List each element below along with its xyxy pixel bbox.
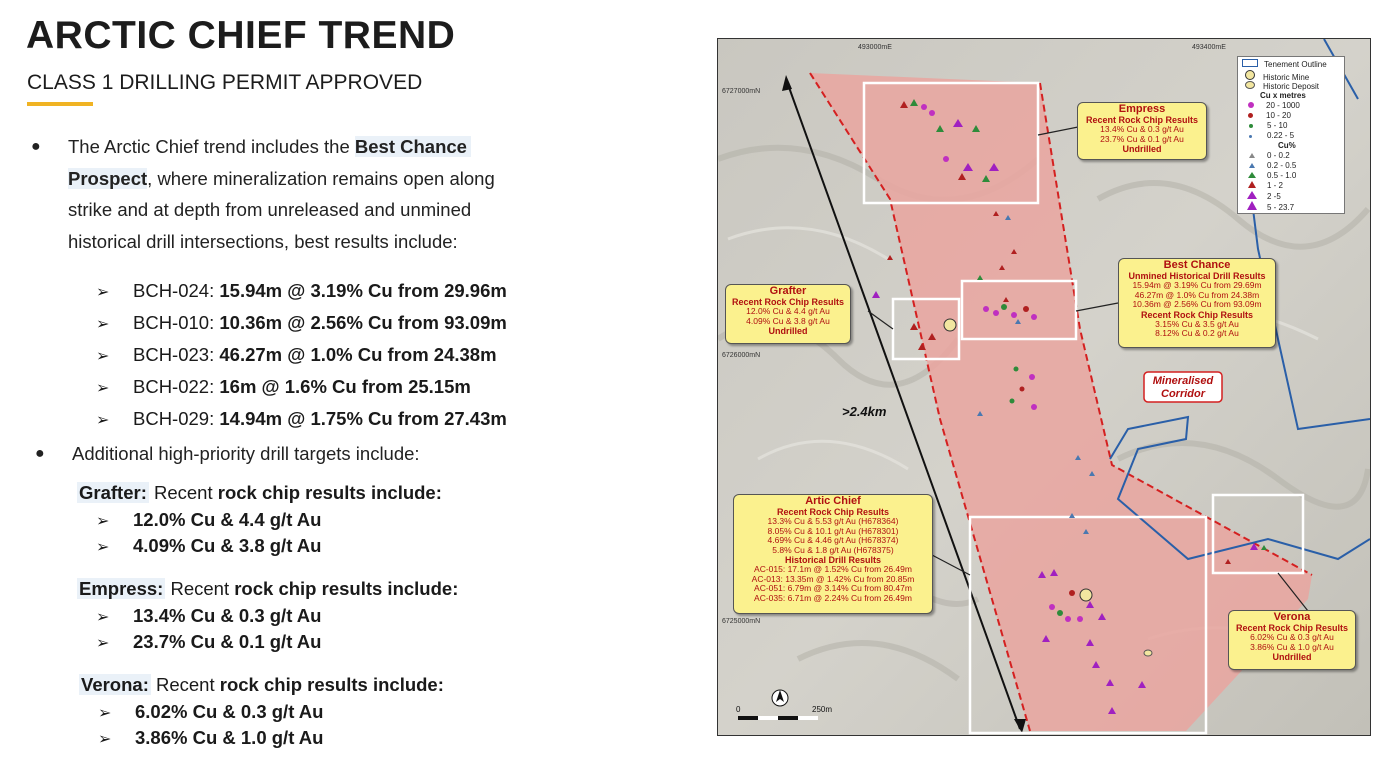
drill-hole: BCH-010: (133, 312, 220, 333)
target-mid: Recent (150, 674, 220, 695)
arrow-bullet-icon: ➢ (98, 731, 112, 748)
intro-line1: , where mineralization remains open along (147, 167, 495, 189)
arrow-bullet-icon: ➢ (96, 380, 110, 397)
drill-result: 14.94m @ 1.75% Cu from 27.43m (219, 408, 507, 429)
coord-e1: 493000mE (858, 44, 892, 51)
scale-zero: 0 (736, 705, 741, 714)
coord-n1: 6727000mN (722, 88, 761, 95)
legend-cum-1: 20 - 1000 (1242, 101, 1300, 110)
legend-label: Historic Deposit (1263, 82, 1320, 91)
circle-icon (1249, 135, 1252, 138)
title-accent-bar (27, 102, 93, 106)
drill-result: 10.36m @ 2.56% Cu from 93.09m (219, 312, 507, 333)
coord-e2: 493400mE (1192, 44, 1226, 51)
scale-end: 250m (812, 705, 833, 714)
additional-text: Additional high-priority drill targets include: (72, 443, 420, 464)
callout-line: AC-051: 6.79m @ 3.14% Cu from 80.47m (754, 583, 912, 593)
legend-deposit (1242, 81, 1319, 91)
empress-callout (1077, 102, 1207, 160)
target-result: 23.7% Cu & 0.1 g/t Au (133, 631, 322, 652)
drill-hole: BCH-029: (133, 408, 220, 429)
intro-text: The Arctic Chief trend includes the (68, 136, 355, 157)
list-item (96, 403, 507, 435)
prospect-highlight: Prospect (68, 167, 148, 189)
grafter-heading (77, 482, 442, 504)
arrow-bullet-icon: ➢ (96, 412, 110, 429)
callout-sub: Historical Drill Results (784, 555, 882, 565)
historic-deposit-icon (1144, 650, 1152, 656)
triangle-icon (1247, 191, 1257, 199)
callout-line: 3.86% Cu & 1.0 g/t Au (1250, 641, 1334, 652)
corridor-label-line2: Corridor (1161, 388, 1205, 400)
callout-line: 8.12% Cu & 0.2 g/t Au (1155, 328, 1239, 338)
callout-line: 13.4% Cu & 0.3 g/t Au (1100, 124, 1184, 134)
tenement-swatch-icon (1242, 59, 1258, 67)
callout-line: 4.69% Cu & 4.46 g/t Au (H678374) (767, 535, 899, 545)
callout-line: 13.3% Cu & 5.53 g/t Au (H678364) (767, 516, 899, 526)
callout-title: Empress (1118, 103, 1166, 115)
corridor-label-line1: Mineralised (1152, 375, 1214, 387)
list-item (96, 275, 507, 307)
callout-sub: Recent Rock Chip Results (1235, 623, 1349, 633)
best-chance-callout (1118, 258, 1276, 348)
grafter-results (96, 507, 321, 559)
map-legend (1237, 56, 1345, 214)
callout-foot: Undrilled (768, 326, 808, 336)
callout-line: AC-035: 6.71m @ 2.24% Cu from 26.49m (754, 592, 912, 603)
callout-title: Best Chance (1163, 259, 1231, 271)
coord-n3: 6725000mN (722, 618, 761, 625)
list-item (96, 371, 507, 403)
legend-cum-4: 0.22 - 5 (1242, 131, 1294, 140)
mine-icon (1245, 70, 1255, 80)
empress-heading (77, 578, 458, 600)
target-result: 4.09% Cu & 3.8 g/t Au (133, 535, 322, 556)
target-name: Empress: (79, 578, 164, 599)
callout-line: 5.8% Cu & 1.8 g/t Au (H678375) (772, 544, 894, 555)
callout-foot: Undrilled (1272, 652, 1312, 662)
circle-icon (1249, 124, 1253, 128)
drill-result: 15.94m @ 3.19% Cu from 29.96m (219, 280, 507, 301)
callout-sub: Recent Rock Chip Results (731, 297, 845, 307)
callout-line: 6.02% Cu & 0.3 g/t Au (1250, 632, 1334, 642)
arctic-chief-callout (733, 494, 933, 614)
coord-n2: 6726000mN (722, 352, 761, 359)
best-chance-highlight: Best Chance (355, 136, 471, 157)
legend-cu-metres-title: Cu x metres (1260, 91, 1306, 100)
drill-hole: BCH-024: (133, 280, 220, 301)
callout-line: 46.27m @ 1.0% Cu from 24.38m (1134, 289, 1260, 300)
legend-cu-pct-title: Cu% (1278, 141, 1296, 150)
page-title: ARCTIC CHIEF TREND (26, 14, 456, 57)
north-arrow-icon (772, 690, 788, 706)
arrow-bullet-icon: ➢ (96, 316, 110, 333)
target-mid: Recent (148, 482, 218, 503)
triangle-icon (1249, 153, 1255, 158)
list-item (96, 629, 321, 655)
callout-sub: Recent Rock Chip Results (1085, 115, 1199, 125)
circle-icon (1248, 102, 1254, 108)
arrow-bullet-icon: ➢ (96, 609, 110, 626)
list-item (96, 533, 321, 559)
list-item (98, 699, 323, 725)
intro-line2: strike and at depth from unreleased and unmined (68, 199, 472, 220)
legend-cum-3: 5 - 10 (1242, 121, 1287, 130)
historic-mine-icon (944, 319, 956, 331)
intro-line3: historical drill intersections, best results include: (68, 230, 458, 252)
target-result: 6.02% Cu & 0.3 g/t Au (135, 701, 324, 722)
target-result: 12.0% Cu & 4.4 g/t Au (133, 509, 322, 530)
triangle-icon (1248, 181, 1256, 188)
legend-cum-2: 10 - 20 (1242, 111, 1291, 120)
list-item (96, 339, 507, 371)
target-bold: rock chip results include: (219, 674, 444, 695)
callout-title: Artic Chief (805, 495, 861, 507)
arrow-bullet-icon: ➢ (96, 635, 110, 652)
target-bold: rock chip results include: (217, 482, 442, 503)
legend-pct-4: 1 - 2 (1242, 181, 1283, 190)
bullet-dot-icon: ● (35, 445, 45, 462)
callout-foot: Undrilled (1122, 144, 1162, 154)
triangle-icon (1249, 163, 1255, 168)
arrow-bullet-icon: ➢ (96, 513, 110, 530)
callout-title: Verona (1273, 611, 1311, 623)
intro-bullet (31, 131, 578, 257)
target-result: 13.4% Cu & 0.3 g/t Au (133, 605, 322, 626)
drill-hole: BCH-022: (133, 376, 220, 397)
distance-label: >2.4km (842, 404, 887, 419)
callout-sub: Recent Rock Chip Results (1140, 309, 1254, 320)
drill-result: 16m @ 1.6% Cu from 25.15m (219, 376, 471, 397)
bullet-dot-icon: ● (31, 138, 41, 155)
list-item (96, 307, 507, 339)
callout-sub: Recent Rock Chip Results (776, 507, 890, 517)
legend-tenement (1242, 59, 1327, 69)
drill-result: 46.27m @ 1.0% Cu from 24.38m (219, 344, 497, 365)
verona-results (98, 699, 323, 751)
target-mid: Recent (165, 578, 235, 599)
legend-pct-6: 5 - 23.7 (1242, 201, 1294, 212)
callout-line: 10.36m @ 2.56% Cu from 93.09m (1132, 299, 1262, 309)
arrow-bullet-icon: ➢ (96, 539, 110, 556)
drill-hole: BCH-023: (133, 344, 220, 365)
circle-icon (1248, 113, 1253, 118)
callout-line: AC-015: 17.1m @ 1.52% Cu from 26.49m (754, 564, 912, 574)
page-subtitle: CLASS 1 DRILLING PERMIT APPROVED (27, 71, 423, 94)
legend-label: Tenement Outline (1264, 60, 1327, 69)
callout-title: Grafter (769, 285, 807, 297)
historic-mine-icon (1080, 589, 1092, 601)
empress-results (96, 603, 321, 655)
arrow-bullet-icon: ➢ (98, 705, 112, 722)
legend-pct-5: 2 -5 (1242, 191, 1281, 201)
triangle-icon (1247, 201, 1257, 210)
verona-callout (1228, 610, 1356, 670)
target-bold: rock chip results include: (234, 578, 459, 599)
callout-line: 3.15% Cu & 3.5 g/t Au (1155, 318, 1239, 329)
list-item (96, 507, 321, 533)
verona-heading (79, 674, 444, 696)
callout-line: 8.05% Cu & 10.1 g/t Au (H678301) (767, 525, 899, 536)
arrow-bullet-icon: ➢ (96, 348, 110, 365)
additional-bullet (35, 438, 420, 470)
triangle-icon (1248, 172, 1256, 178)
callout-line: 23.7% Cu & 0.1 g/t Au (1100, 133, 1184, 144)
legend-label: Historic Mine (1263, 73, 1310, 82)
target-result: 3.86% Cu & 1.0 g/t Au (135, 727, 324, 748)
legend-pct-2: 0.2 - 0.5 (1242, 161, 1296, 170)
arrow-bullet-icon: ➢ (96, 284, 110, 301)
target-name: Grafter: (79, 482, 147, 503)
deposit-icon (1245, 81, 1255, 89)
callout-line: AC-013: 13.35m @ 1.42% Cu from 20.85m (751, 573, 915, 584)
list-item (98, 725, 323, 751)
callout-line: 12.0% Cu & 4.4 g/t Au (746, 306, 830, 316)
callout-sub: Unmined Historical Drill Results (1128, 271, 1266, 281)
list-item (96, 603, 321, 629)
legend-pct-1: 0 - 0.2 (1242, 151, 1290, 160)
target-name: Verona: (81, 674, 149, 695)
legend-pct-3: 0.5 - 1.0 (1242, 171, 1296, 180)
callout-line: 15.94m @ 3.19% Cu from 29.69m (1132, 280, 1262, 290)
drill-results-list (96, 275, 507, 435)
grafter-callout (725, 284, 851, 344)
callout-line: 4.09% Cu & 3.8 g/t Au (746, 315, 830, 326)
